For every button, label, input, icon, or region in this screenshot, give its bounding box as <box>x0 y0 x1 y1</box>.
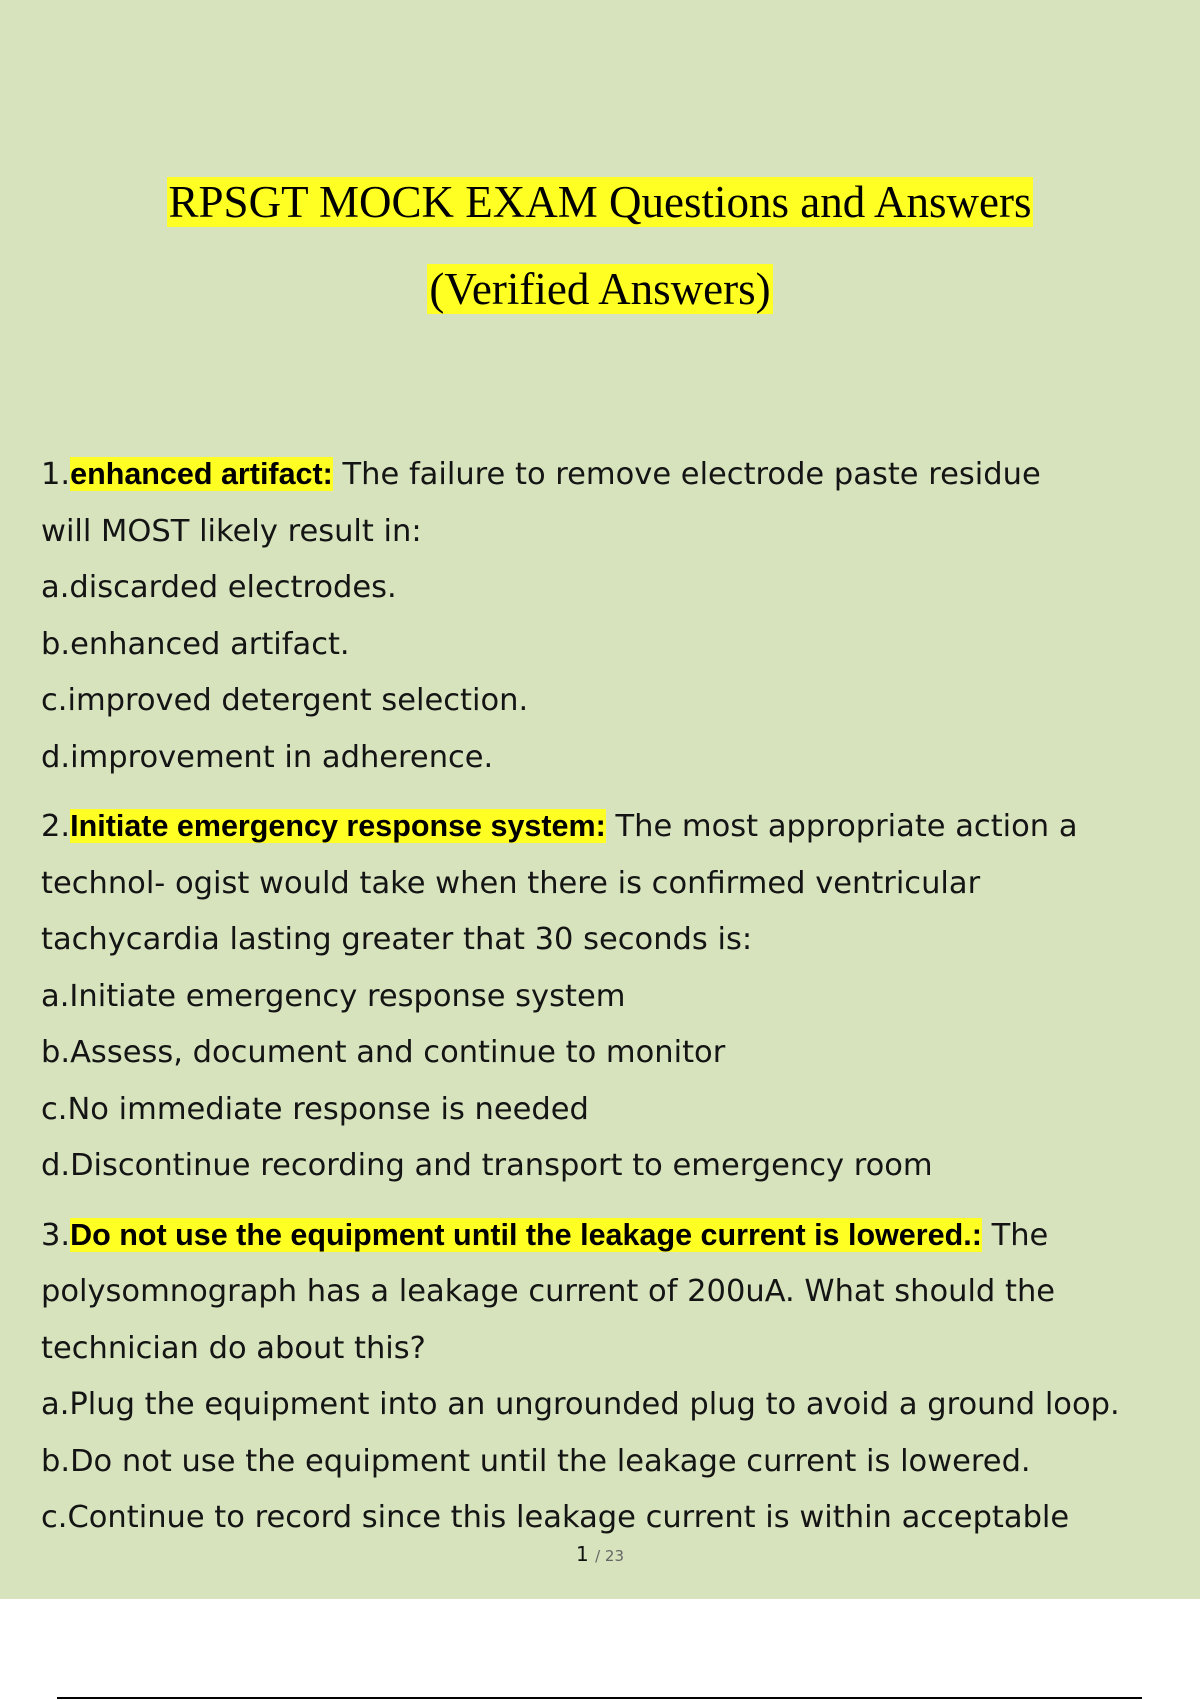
page-number <box>0 1540 1200 1570</box>
answer-option <box>41 730 1191 787</box>
current-page: 1 <box>575 1542 589 1566</box>
option-letter: d. <box>41 739 71 775</box>
document-title-line-1: RPSGT MOCK EXAM Questions and Answers <box>168 177 1032 227</box>
question-list <box>41 446 1191 1547</box>
question-stem <box>41 446 1191 504</box>
answer-option <box>41 1082 1191 1139</box>
answer-option <box>41 673 1191 730</box>
answer-option <box>41 1377 1191 1434</box>
option-text: improved detergent selection. <box>67 683 529 718</box>
question-text-line: will MOST likely result in: <box>41 513 422 549</box>
answer-option <box>41 560 1191 617</box>
option-letter: a. <box>41 1387 70 1422</box>
answer-option <box>41 1434 1191 1491</box>
answer-option <box>41 1025 1191 1082</box>
option-text: Do not use the equipment until the leakage current is lowered. <box>70 1443 1031 1479</box>
option-text: Initiate emergency response system <box>69 978 626 1014</box>
answer-option <box>41 969 1191 1026</box>
option-text: Continue to record since this leakage current is within acceptable <box>67 1500 1070 1535</box>
option-text: Plug the equipment into an ungrounded plug to avoid a ground loop. <box>69 1387 1120 1422</box>
question-text: The failure to remove electrode paste residue <box>332 457 1041 492</box>
question-block <box>41 1207 1191 1547</box>
highlighted-answer: Do not use the equipment until the leakage current is lowered.: <box>70 1217 982 1252</box>
option-text: No immediate response is needed <box>67 1091 589 1127</box>
question-text-line: tachycardia lasting greater that 30 seconds is: <box>41 922 753 957</box>
option-text: discarded electrodes. <box>69 570 397 605</box>
document-title-line-2: (Verified Answers) <box>429 264 771 314</box>
highlighted-answer: Initiate emergency response system: <box>70 809 606 843</box>
option-letter: b. <box>41 626 71 662</box>
option-text: enhanced artifact. <box>70 626 350 662</box>
option-text: Assess, document and continue to monitor <box>70 1035 726 1070</box>
option-letter: a. <box>41 978 70 1014</box>
question-text: The <box>981 1217 1049 1253</box>
question-text-line: polysomnograph has a leakage current of 200uA. What should the <box>41 1274 1056 1309</box>
answer-option <box>41 1490 1191 1547</box>
option-letter: d. <box>41 1148 71 1183</box>
option-letter: b. <box>41 1443 71 1479</box>
option-text: Discontinue recording and transport to emergency room <box>70 1148 933 1183</box>
option-letter: c. <box>41 1500 68 1535</box>
question-block <box>41 446 1191 786</box>
option-letter: a. <box>41 570 70 605</box>
question-number: 3. <box>41 1217 71 1253</box>
question-block <box>41 798 1191 1195</box>
question-stem <box>41 1207 1191 1265</box>
question-text-line: technol- ogist would take when there is confirmed ventricular <box>41 865 981 901</box>
option-letter: c. <box>41 1091 68 1127</box>
question-stem <box>41 798 1191 856</box>
footer-divider <box>57 1697 1142 1699</box>
answer-option <box>41 1138 1191 1195</box>
question-number: 2. <box>41 809 71 844</box>
total-pages: / 23 <box>595 1547 624 1565</box>
question-number: 1. <box>41 457 71 492</box>
answer-option <box>41 617 1191 674</box>
question-text: The most appropriate action a <box>605 809 1078 844</box>
option-text: improvement in adherence. <box>70 739 494 775</box>
option-letter: c. <box>41 683 68 718</box>
highlighted-answer: enhanced artifact: <box>70 457 333 491</box>
question-text-line: technician do about this? <box>41 1330 426 1366</box>
option-letter: b. <box>41 1035 71 1070</box>
